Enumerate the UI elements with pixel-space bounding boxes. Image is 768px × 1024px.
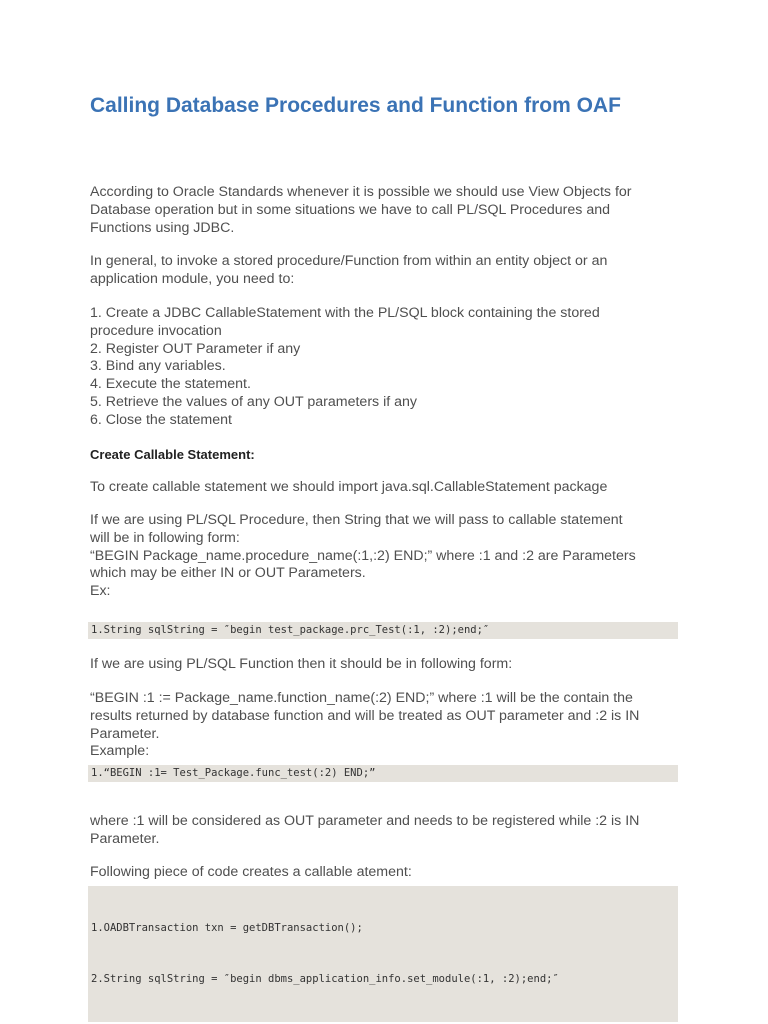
steps-list — [90, 305, 600, 430]
function-line: results returned by database function and will be treated as OUT parameter and :2 is IN — [90, 707, 640, 724]
step-item: procedure invocation — [90, 322, 222, 339]
intro-line: According to Oracle Standards whenever it is possible we should use View Objects for — [90, 184, 632, 200]
step-item: 6. Close the statement — [90, 411, 232, 428]
where-paragraph — [90, 813, 639, 849]
procedure-line: will be in following form: — [90, 529, 240, 546]
where-line: Parameter. — [90, 830, 160, 847]
procedure-line: which may be either IN or OUT Parameters. — [90, 565, 366, 582]
import-note: To create callable statement we should import java.sql.CallableStatement package — [90, 479, 608, 495]
page-title: Calling Database Procedures and Function from OAF — [90, 94, 621, 117]
general-paragraph — [90, 253, 607, 289]
procedure-line: If we are using PL/SQL Procedure, then String that we will pass to callable statement — [90, 512, 623, 528]
where-line: where :1 will be considered as OUT parameter and needs to be registered while :2 is IN — [90, 813, 640, 829]
code-block-procedure: 1.String sqlString = ″begin test_package.prc_Test(:1, :2);end;″ — [88, 622, 678, 639]
intro-paragraph — [90, 184, 632, 237]
intro-line: Functions using JDBC. — [90, 219, 235, 236]
procedure-paragraph — [90, 512, 636, 601]
function-intro: If we are using PL/SQL Function then it should be in following form: — [90, 656, 513, 672]
function-line: Parameter. — [90, 725, 160, 742]
following-note: Following piece of code creates a callable atement: — [90, 864, 412, 880]
function-line: Example: — [90, 743, 150, 760]
code-line: 2.String sqlString = ″begin dbms_application_info.set_module(:1, :2);end;″ — [91, 973, 559, 985]
step-item: 1. Create a JDBC CallableStatement with the PL/SQL block containing the stored — [90, 305, 600, 321]
section-heading: Create Callable Statement: — [90, 447, 255, 462]
code-block-function: 1.“BEGIN :1= Test_Package.func_test(:2) END;” — [88, 765, 678, 782]
step-item: 4. Execute the statement. — [90, 376, 251, 393]
step-item: 3. Bind any variables. — [90, 358, 226, 375]
function-line: “BEGIN :1 := Package_name.function_name(:2) END;” where :1 will be the contain the — [90, 690, 633, 706]
code-line: 1.OADBTransaction txn = getDBTransaction(); — [91, 922, 363, 934]
procedure-line: “BEGIN Package_name.procedure_name(:1,:2) END;” where :1 and :2 are Parameters — [90, 547, 636, 564]
general-line: application module, you need to: — [90, 270, 295, 287]
step-item: 5. Retrieve the values of any OUT parameters if any — [90, 393, 417, 410]
code-block-transaction — [88, 886, 678, 1022]
intro-line: Database operation but in some situations we have to call PL/SQL Procedures and — [90, 201, 610, 218]
step-item: 2. Register OUT Parameter if any — [90, 340, 301, 357]
general-line: In general, to invoke a stored procedure/Function from within an entity object or an — [90, 253, 608, 269]
function-paragraph — [90, 690, 639, 761]
procedure-line: Ex: — [90, 583, 111, 600]
